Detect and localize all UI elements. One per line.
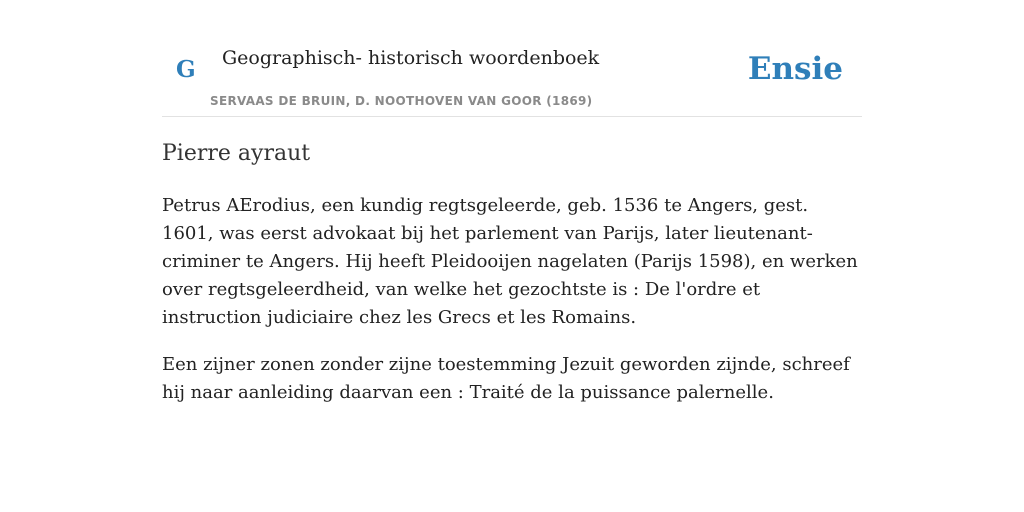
book-header bbox=[162, 0, 862, 117]
book-letter-logo[interactable]: G bbox=[176, 56, 196, 83]
ensie-logo-link[interactable]: Ensie bbox=[747, 51, 843, 87]
entry-paragraph: Een zijner zonen zonder zijne toestemming Jezuit geworden zijnde, schreef hij naar aanleiding daarvan een : Traité de la puissance palernelle. bbox=[162, 354, 850, 403]
entry-body bbox=[162, 192, 862, 426]
entry-title: Pierre ayraut bbox=[162, 141, 311, 166]
entry-paragraph: Petrus AErodius, een kundig regtsgeleerde, geb. 1536 te Angers, gest. 1601, was eerst advokaat bij het parlement van Parijs, later lieutenant-criminer te Angers. Hij heeft Pleidooijen nagelaten (Parijs 1598), en werken over regtsgeleerdheid, van welke het gezochtste is : De l'ordre et instruction judiciaire chez les Grecs et les Romains. bbox=[162, 195, 858, 328]
book-authors: SERVAAS DE BRUIN, D. NOOTHOVEN VAN GOOR (1869) bbox=[210, 94, 593, 108]
book-title[interactable]: Geographisch- historisch woordenboek bbox=[222, 47, 600, 69]
